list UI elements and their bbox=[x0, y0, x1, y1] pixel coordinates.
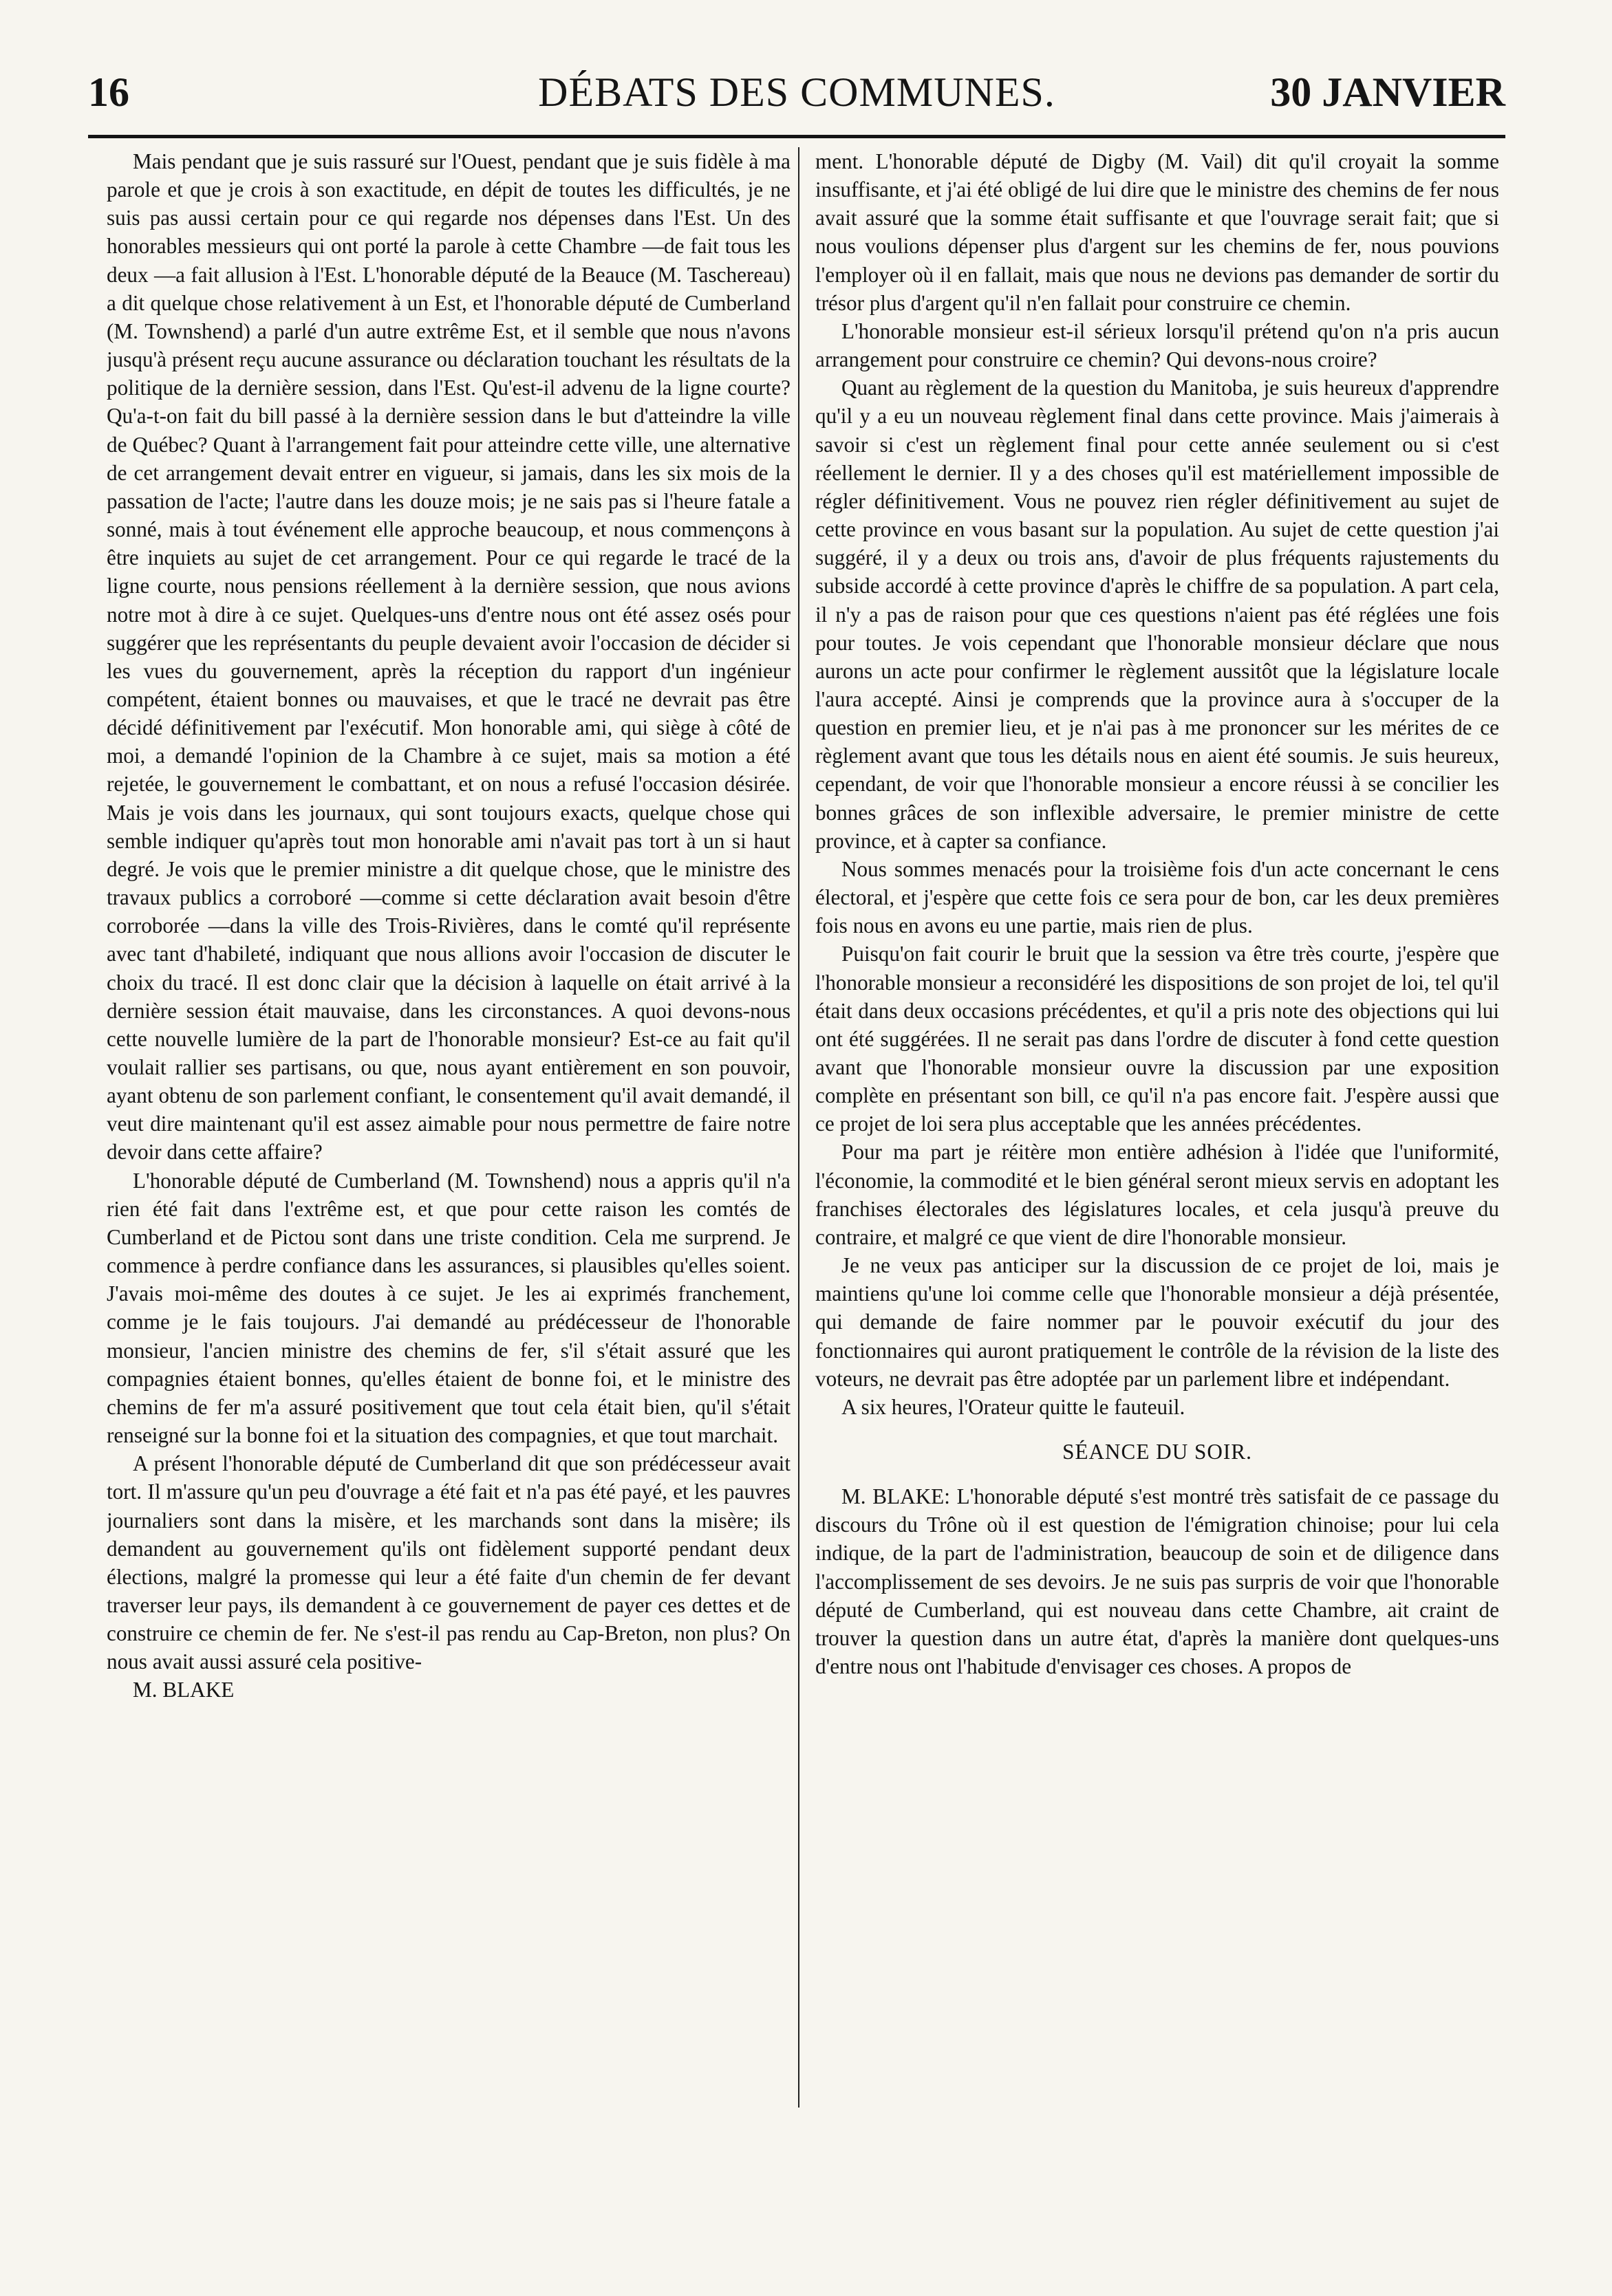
paragraph: L'honorable monsieur est-il sérieux lorsqu'il prétend qu'on n'a pris aucun arrangement pour construire ce chemin? Qui devons-nous croire? bbox=[815, 318, 1499, 372]
speaker-signature: M. BLAKE bbox=[133, 1678, 235, 1702]
header-rule bbox=[88, 135, 1505, 138]
paragraph: L'honorable député de Cumberland (M. Townshend) nous a appris qu'il n'a rien été fait dans l'extrême est, et que pour cette raison les comtés de Cumberland et de Pictou sont dans une triste condition. Cela me surprend. Je commence à perdre confiance dans les assurances, si plausibles qu'elles soient. J'avais moi-même des doutes à ce sujet. Je les ai exprimés franchement, comme je le fais toujours. J'ai demandé au prédécesseur de l'honorable monsieur, l'ancien ministre des chemins de fer, s'il s'était assuré que les compagnies étaient bonnes, qu'elles étaient de bonne foi, et le ministre des chemins de fer m'a assuré positivement que tout cela était bien, qu'il s'était renseigné sur la bonne foi et la situation des compagnies, et que tout marchait. bbox=[107, 1168, 791, 1448]
paragraph: Je ne veux pas anticiper sur la discussion de ce projet de loi, mais je maintiens qu'une loi comme celle que l'honorable monsieur a déjà présentée, qui demande de faire nommer par le pouvoir exécutif du jour des fonctionnaires qui auront pratiquement le contrôle de la révision de la liste des voteurs, ne devrait pas être adoptée par un parlement libre et indépendant. bbox=[815, 1253, 1499, 1391]
page-title: DÉBATS DES COMMUNES. bbox=[538, 69, 1055, 115]
page-header bbox=[88, 69, 1505, 125]
paragraph: A six heures, l'Orateur quitte le fauteuil. bbox=[841, 1394, 1185, 1419]
paragraph: Mais pendant que je suis rassuré sur l'Ouest, pendant que je suis fidèle à ma parole et que je crois à son exactitude, en dépit de toutes les difficultés, je ne suis pas aussi certain pour ce qui regarde nos dépenses dans l'Est. Un des honorables messieurs qui ont porté la parole à cette Chambre —de fait tous les deux —a fait allusion à l'Est. L'honorable député de la Beauce (M. Taschereau) a dit quelque chose relativement à un Est, et l'honorable député de Cumberland (M. Townshend) a parlé d'un autre extrême Est, et il semble que nous n'avons jusqu'à présent reçu aucune assurance ou déclaration touchant les résultats de la politique de la dernière session, dans l'Est. Qu'est-il advenu de la ligne courte? Qu'a-t-on fait du bill passé à la dernière session dans le but d'atteindre la ville de Québec? Quant à l'arrangement fait pour atteindre cette ville, une alternative de cet arrangement devait entrer en vigueur, si jamais, dans les six mois de la passation de l'acte; l'autre dans les douze mois; je ne sais pas si l'heure fatale a sonné, mais à tout événement elle approche beaucoup, et nous commençons à être inquiets au sujet de cet arrangement. Pour ce qui regarde le tracé de la ligne courte, nous pensions réellement à la dernière session, que nous avions notre mot à dire à ce sujet. Quelques-uns d'entre nous ont été assez osés pour suggérer que les représentants du peuple devaient avoir l'occasion de décider si les vues du gouvernement, après la réception du rapport d'un ingénieur compétent, étaient bonnes ou mauvaises, et que le tracé ne devrait pas être décidé définitivement par l'exécutif. Mon honorable ami, qui siège à côté de moi, a demandé l'opinion de la Chambre à ce sujet, mais sa motion a été rejetée, le gouvernement le combattant, et on nous a refusé l'occasion désirée. Mais je vois dans les journaux, qui sont toujours exacts, quelque chose qui semble indiquer qu'après tout mon honorable ami n'avait pas tort à un si haut degré. Je vois que le premier ministre a dit quelque chose, que le ministre des travaux publics a corroboré —comme si cette déclaration avait besoin d'être corroborée —dans la ville des Trois-Rivières, dans le comté qu'il représente avec tant d'habileté, indiquant que nous allions avoir l'occasion de discuter le choix du tracé. Il est donc clair que la décision à laquelle on était arrivé à la dernière session était mauvaise, dans les circonstances. A quoi devons-nous cette nouvelle lumière de la part de l'honorable monsieur? Est-ce au fait qu'il voulait rallier ses partisans, ou que, nous ayant entièrement en son pouvoir, ayant obtenu de son parlement confiant, le consentement qu'il avait demandé, il veut dire maintenant qu'il est assez aimable pour nous permettre de faire notre devoir dans cette affaire? bbox=[107, 149, 791, 1165]
paragraph: Puisqu'on fait courir le bruit que la session va être très courte, j'espère que l'honorable monsieur a reconsidéré les dispositions de son projet de loi, tel qu'il était dans deux occasions précédentes, et qu'il a pris note des objections qui lui ont été suggérées. Il ne serait pas dans l'ordre de discuter à fond cette question avant que l'honorable monsieur ouvre la discussion par une exposition complète en présentant son bill, ce qu'il n'a pas encore fait. J'espère aussi que ce projet de loi sera plus acceptable que les années précédentes. bbox=[815, 942, 1499, 1136]
paragraph: A présent l'honorable député de Cumberland dit que son prédécesseur avait tort. Il m'assure qu'un peu d'ouvrage a été fait et n'a pas été payé, et les pauvres journaliers sont dans la misère, et les marchands sont dans la misère; ils demandent au gouvernement qu'ils ont fidèlement supporté pendant deux élections, malgré la promesse qui leur a été faite d'un chemin de fer devant traverser leur pays, ils demandent à ce gouvernement de payer ces dettes et de construire ce chemin de fer. Ne s'est-il pas rendu au Cap-Breton, non plus? On nous avait aussi assuré cela positive- bbox=[107, 1451, 791, 1674]
right-column bbox=[815, 147, 1499, 2108]
paragraph-continuation: ment. L'honorable député de Digby (M. Vail) dit qu'il croyait la somme insuffisante, et j'ai été obligé de lui dire que le ministre des chemins de fer nous avait assuré que la somme était suffisante et que l'ouvrage serait fait; que si nous voulions dépenser plus d'argent sur les chemins de fer, nous pouvions l'employer où il en fallait, mais que nous ne devions pas demander de sortir du trésor plus d'argent qu'il n'en fallait pour construire ce chemin. bbox=[815, 149, 1499, 315]
section-heading: SÉANCE DU SOIR. bbox=[1062, 1440, 1252, 1464]
paragraph: Pour ma part je réitère mon entière adhésion à l'idée que l'uniformité, l'économie, la commodité et le bien général seront mieux servis en adoptant les franchises électorales des législatures locales, et cela jusqu'à preuve du contraire, et malgré ce que vient de dire l'honorable monsieur. bbox=[815, 1140, 1499, 1249]
page-date: 30 JANVIER bbox=[1270, 69, 1505, 115]
paragraph: Quant au règlement de la question du Manitoba, je suis heureux d'apprendre qu'il y a eu un nouveau règlement final dans cette province. Mais j'aimerais à savoir si c'est un règlement final pour cette année seulement ou si c'est réellement le dernier. Il y a des choses qu'il est matériellement impossible de régler définitivement. Vous ne pouvez rien régler définitivement au sujet de cette province en vous basant sur la population. Au sujet de cette question j'ai suggéré, il y a deux ou trois ans, d'avoir de plus fréquents rajustements du subside accordé à cette province d'après le chiffre de sa population. A part cela, il n'y a pas de raison pour que ces questions n'aient pas été réglées une fois pour toutes. Je vois cependant que l'honorable monsieur déclare que nous aurons un acte pour confirmer le règlement aussitôt que la législature locale l'aura accepté. Ainsi je comprends que la province aura à s'occuper de la question en premier lieu, et je n'ai pas à me prononcer sur les mérites de ce règlement avant que tous les détails nous en aient été soumis. Je suis heureux, cependant, de voir que l'honorable monsieur a encore réussi à se concilier les bonnes grâces de son inflexible adversaire, le premier ministre de cette province, et à capter sa confiance. bbox=[815, 376, 1499, 853]
paragraph: M. BLAKE: L'honorable député s'est montré très satisfait de ce passage du discours du Trône où il est question de l'émigration chinoise; pour lui cela indique, de la part de l'administration, beaucoup de soin et de diligence dans l'accomplissement de ses devoirs. Je ne suis pas surpris de voir que l'honorable député de Cumberland, qui est nouveau dans cette Chambre, ait craint de trouver la question dans un autre état, d'après la manière dont quelques-uns d'entre nous ont l'habitude d'envisager ces choses. A propos de bbox=[815, 1484, 1499, 1678]
left-column bbox=[107, 147, 791, 2108]
column-divider bbox=[798, 147, 799, 2108]
page-number: 16 bbox=[88, 69, 129, 115]
paragraph: Nous sommes menacés pour la troisième fois d'un acte concernant le cens électoral, et j'espère que cette fois ce sera pour de bon, car les deux premières fois nous en avons eu une partie, mais rien de plus. bbox=[815, 856, 1499, 938]
